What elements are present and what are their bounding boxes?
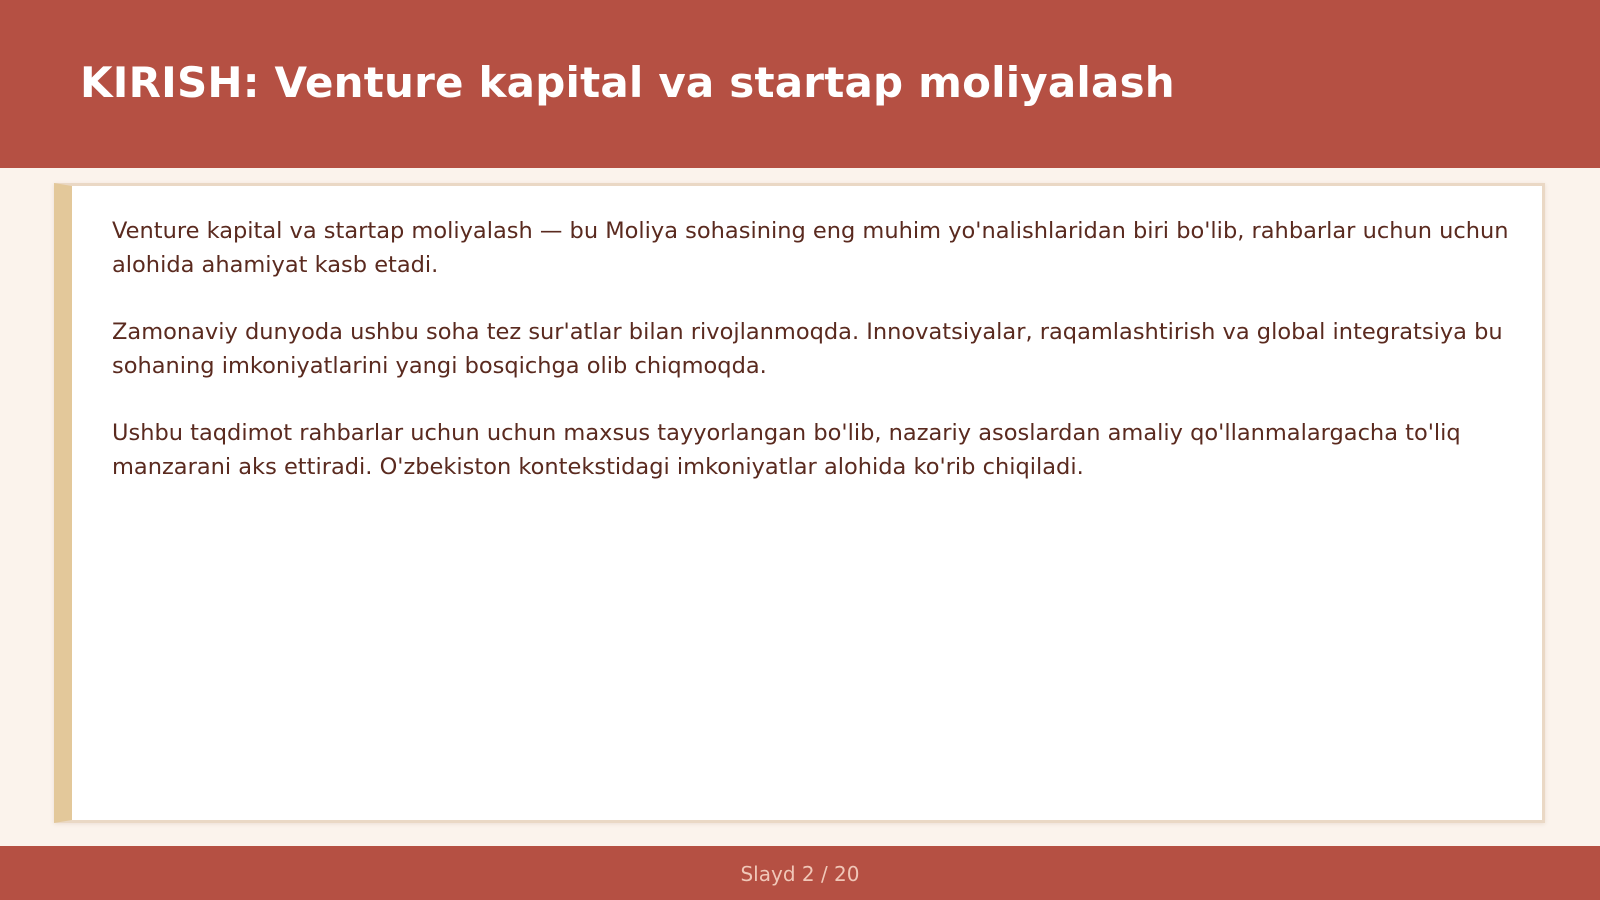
slide-header (0, 0, 1600, 168)
content-card (54, 183, 1545, 823)
content-paragraphs (112, 214, 1512, 517)
intro-paragraph: Venture kapital va startap moliyalash — bu Moliya sohasining eng muhim yo'nalishlaridan biri bo'lib, rahbarlar uchun uchun alohida ahamiyat kasb etadi. (112, 218, 1509, 278)
slide-footer (0, 846, 1600, 900)
slide-title: KIRISH: Venture kapital va startap moliyalash (80, 58, 1175, 107)
trends-paragraph: Zamonaviy dunyoda ushbu soha tez sur'atlar bilan rivojlanmoqda. Innovatsiyalar, raqamlashtirish va global integratsiya bu sohaning imkoniyatlarini yangi bosqichga olib chiqmoqda. (112, 319, 1503, 379)
presentation-purpose-paragraph: Ushbu taqdimot rahbarlar uchun uchun maxsus tayyorlangan bo'lib, nazariy asoslardan amaliy qo'llanmalargacha to'liq manzarani aks ettiradi. O'zbekiston kontekstidagi imkoniyatlar alohida ko'rib chiqiladi. (112, 420, 1461, 480)
slide-number: Slayd 2 / 20 (740, 862, 860, 886)
